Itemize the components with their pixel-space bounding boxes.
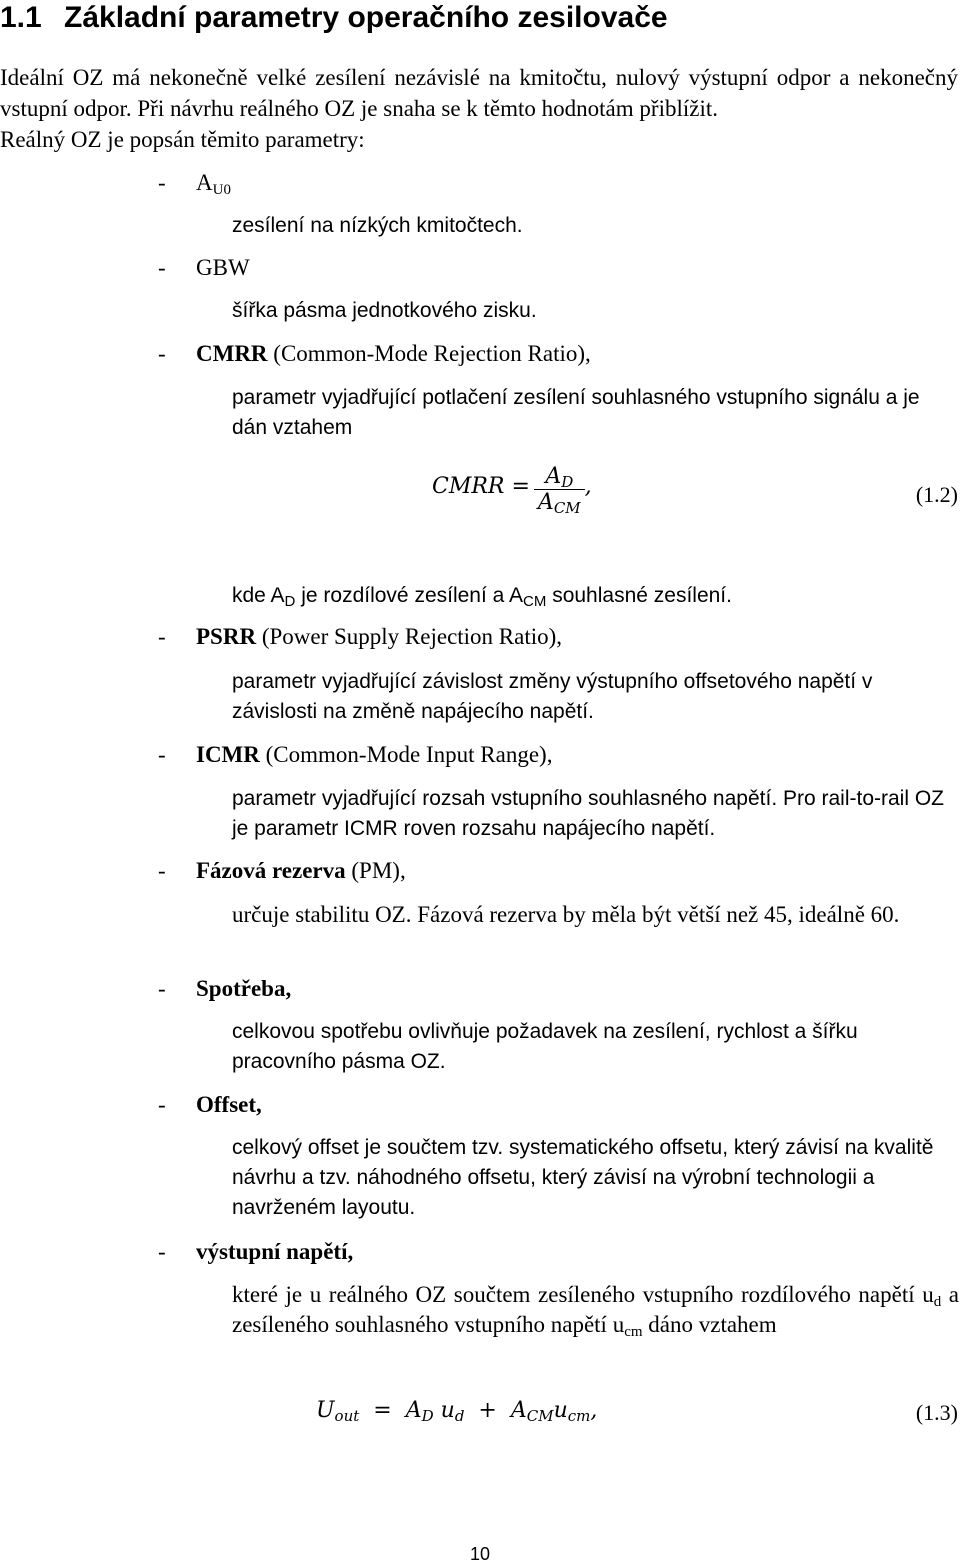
section-number: 1.1 (0, 1, 42, 34)
param-icmr-term (158, 740, 552, 770)
param-cmrr-desc: parametr vyjadřující potlačení zesílení souhlasného vstupního signálu a je dán vztahem (232, 386, 920, 439)
param-offset-term (158, 1090, 262, 1120)
icmr-fullname: (Common-Mode Input Range), (259, 742, 553, 767)
param-gbw-desc: šířka pásma jednotkového zisku. (232, 299, 537, 322)
eq-cmrr-denominator: $A_{CM}$ (537, 490, 581, 517)
param-power-term (158, 974, 291, 1004)
equation-label-1-2: (1.2) (915, 482, 958, 507)
list-dash: - (158, 624, 166, 649)
param-gbw-term (158, 253, 250, 283)
page-number: 10 (469, 1544, 491, 1564)
param-psrr-desc: parametr vyjadřující závislost změny výstupního offsetového napětí v závislosti na změně napájecího napětí. (232, 670, 873, 723)
section-title: Základní parametry operačního zesilovače (64, 1, 668, 34)
list-dash: - (158, 976, 166, 1001)
eq-cmrr-comma: , (584, 474, 592, 500)
param-au0-term (158, 168, 231, 198)
param-vout-term (158, 1237, 353, 1267)
au0-symbol: A (196, 170, 213, 195)
param-vout-desc: které je u reálného OZ součtem zesíleného vstupního rozdílového napětí $u_d$ a zesíleného souhlasného vstupního napětí $u_{cm}$ dáno vztahem (232, 1282, 959, 1340)
au0-sub: U0 (212, 182, 231, 198)
param-power-desc: celkovou spotřebu ovlivňuje požadavek na zesílení, rychlost a šířku pracovního pásma OZ. (232, 1020, 858, 1073)
icmr-term: ICMR (196, 742, 260, 767)
param-au0-desc: zesílení na nízkých kmitočtech. (232, 214, 523, 237)
intro-paragraph (0, 62, 958, 155)
psrr-term: PSRR (196, 624, 257, 649)
eq-cmrr-fraction (534, 464, 585, 515)
param-pm-term (158, 856, 406, 886)
eq-cmrr-lhs: CMRR = (432, 474, 530, 500)
equation-cmrr (432, 464, 592, 515)
param-pm-desc: určuje stabilitu OZ. Fázová rezerva by měla být větší než 45, ideálně 60. (232, 902, 900, 927)
param-psrr-term (158, 622, 562, 652)
pm-abbrev: (PM), (345, 858, 406, 883)
list-dash: - (158, 858, 166, 883)
cmrr-fullname: (Common-Mode Rejection Ratio), (267, 341, 591, 366)
intro-lead: Reálný OZ je popsán těmito parametry: (0, 127, 365, 152)
cmrr-term: CMRR (196, 341, 268, 366)
param-offset-desc: celkový offset je součtem tzv. systematického offsetu, který závisí na kvalitě návrhu a tzv. náhodného offsetu, který závisí na výrobní technologii a navrženém layoutu. (232, 1136, 934, 1219)
list-dash: - (158, 1092, 166, 1117)
eq-cmrr-numerator: $A_D$ (545, 464, 574, 491)
list-dash: - (158, 170, 166, 195)
param-cmrr-explanation: kde $A_D$ je rozdílové zesílení a $A_{CM}$ souhlasné zesílení. (232, 584, 732, 610)
gbw-term: GBW (196, 255, 250, 280)
vout-term: výstupní napětí, (196, 1239, 354, 1264)
pm-term: Fázová rezerva (196, 858, 346, 883)
param-cmrr-term (158, 339, 591, 369)
list-dash: - (158, 742, 166, 767)
section-heading (0, 0, 960, 36)
equation-label-1-3: (1.3) (915, 1400, 958, 1425)
equation-vout: $U_{out} = A_D$ $u_d + A_{CM}u_{cm}$, (316, 1398, 598, 1425)
offset-term: Offset, (196, 1092, 262, 1117)
param-icmr-desc: parametr vyjadřující rozsah vstupního souhlasného napětí. Pro rail-to-rail OZ je parametr ICMR roven rozsahu napájecího napětí. (232, 787, 945, 840)
list-dash: - (158, 341, 166, 366)
list-dash: - (158, 1239, 166, 1264)
intro-text: Ideální OZ má nekonečně velké zesílení nezávislé na kmitočtu, nulový výstupní odpor a nekonečný vstupní odpor. Při návrhu reálného OZ je snaha se k těmto hodnotám přiblížit. (0, 65, 958, 121)
power-term: Spotřeba, (196, 976, 292, 1001)
list-dash: - (158, 255, 166, 280)
psrr-fullname: (Power Supply Rejection Ratio), (256, 624, 563, 649)
